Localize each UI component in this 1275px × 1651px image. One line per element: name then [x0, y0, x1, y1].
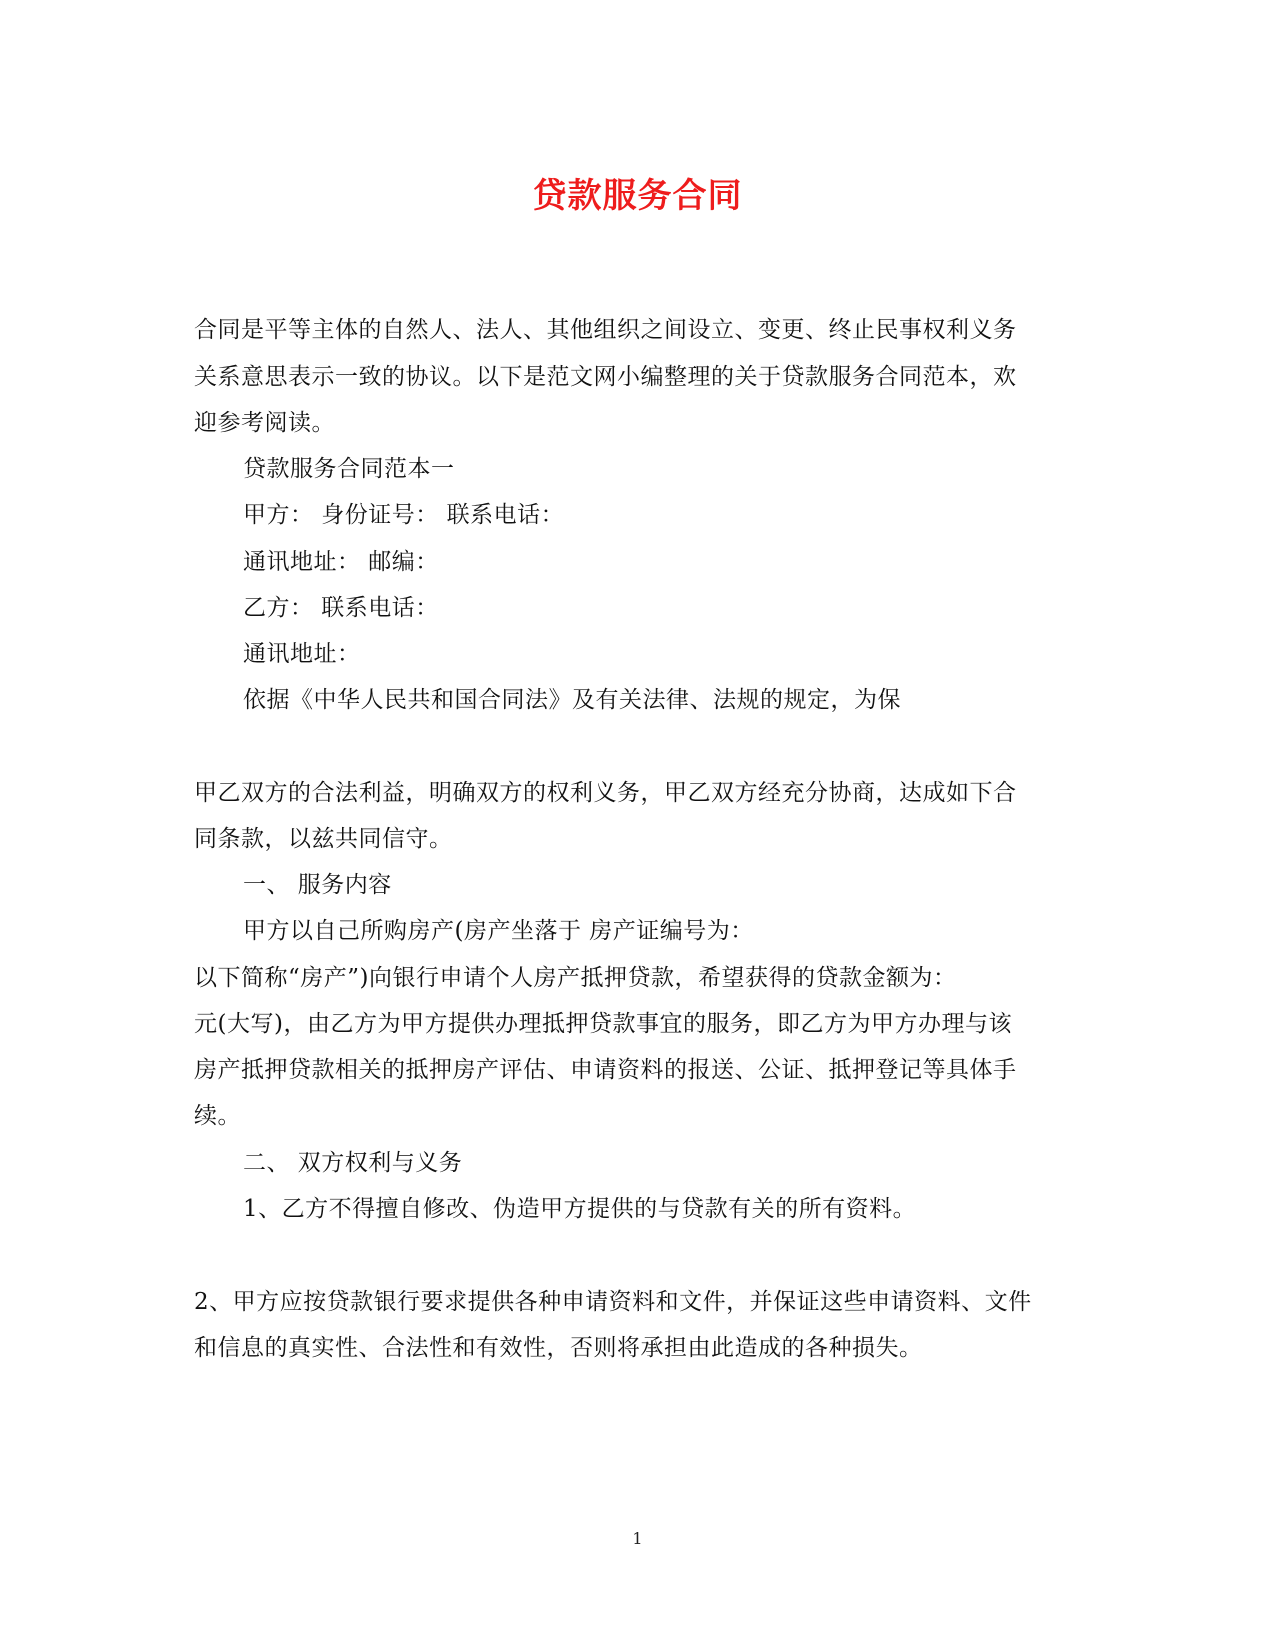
body-line: 续。 — [194, 1103, 241, 1129]
page-number: 1 — [632, 1529, 643, 1548]
body-line: 关系意思表示一致的协议。以下是范文网小编整理的关于贷款服务合同范本，欢 — [194, 364, 1017, 390]
body-line: 元(大写)，由乙方为甲方提供办理抵押贷款事宜的服务，即乙方为甲方办理与该 — [194, 1011, 1012, 1037]
document-title: 贷款服务合同 — [532, 176, 743, 216]
body-line: 合同是平等主体的自然人、法人、其他组织之间设立、变更、终止民事权利义务 — [194, 317, 1017, 343]
body-line: 和信息的真实性、合法性和有效性，否则将承担由此造成的各种损失。 — [194, 1335, 923, 1361]
body-line: 迎参考阅读。 — [194, 410, 335, 436]
section-heading: 二、 双方权利与义务 — [243, 1150, 463, 1176]
body-line: 同条款，以兹共同信守。 — [194, 826, 453, 852]
body-line: 2、甲方应按贷款银行要求提供各种申请资料和文件，并保证这些申请资料、文件 — [194, 1289, 1032, 1315]
body-line: 通讯地址： 邮编： — [243, 549, 439, 575]
body-line: 甲方： 身份证号： 联系电话： — [243, 502, 565, 528]
section-heading: 一、 服务内容 — [243, 872, 392, 898]
body-line: 甲乙双方的合法利益，明确双方的权利义务，甲乙双方经充分协商，达成如下合 — [194, 780, 1017, 806]
body-line: 以下简称“房产”)向银行申请个人房产抵押贷款，希望获得的贷款金额为： — [194, 965, 957, 991]
section-heading: 贷款服务合同范本一 — [243, 456, 455, 482]
body-line: 通讯地址： — [243, 641, 361, 667]
body-line: 房产抵押贷款相关的抵押房产评估、申请资料的报送、公证、抵押登记等具体手 — [194, 1057, 1017, 1083]
body-line: 甲方以自己所购房产(房产坐落于 房产证编号为： — [243, 918, 754, 944]
body-line: 依据《中华人民共和国合同法》及有关法律、法规的规定，为保 — [243, 687, 901, 713]
body-line: 乙方： 联系电话： — [243, 595, 439, 621]
body-line: 1、乙方不得擅自修改、伪造甲方提供的与贷款有关的所有资料。 — [243, 1196, 917, 1222]
